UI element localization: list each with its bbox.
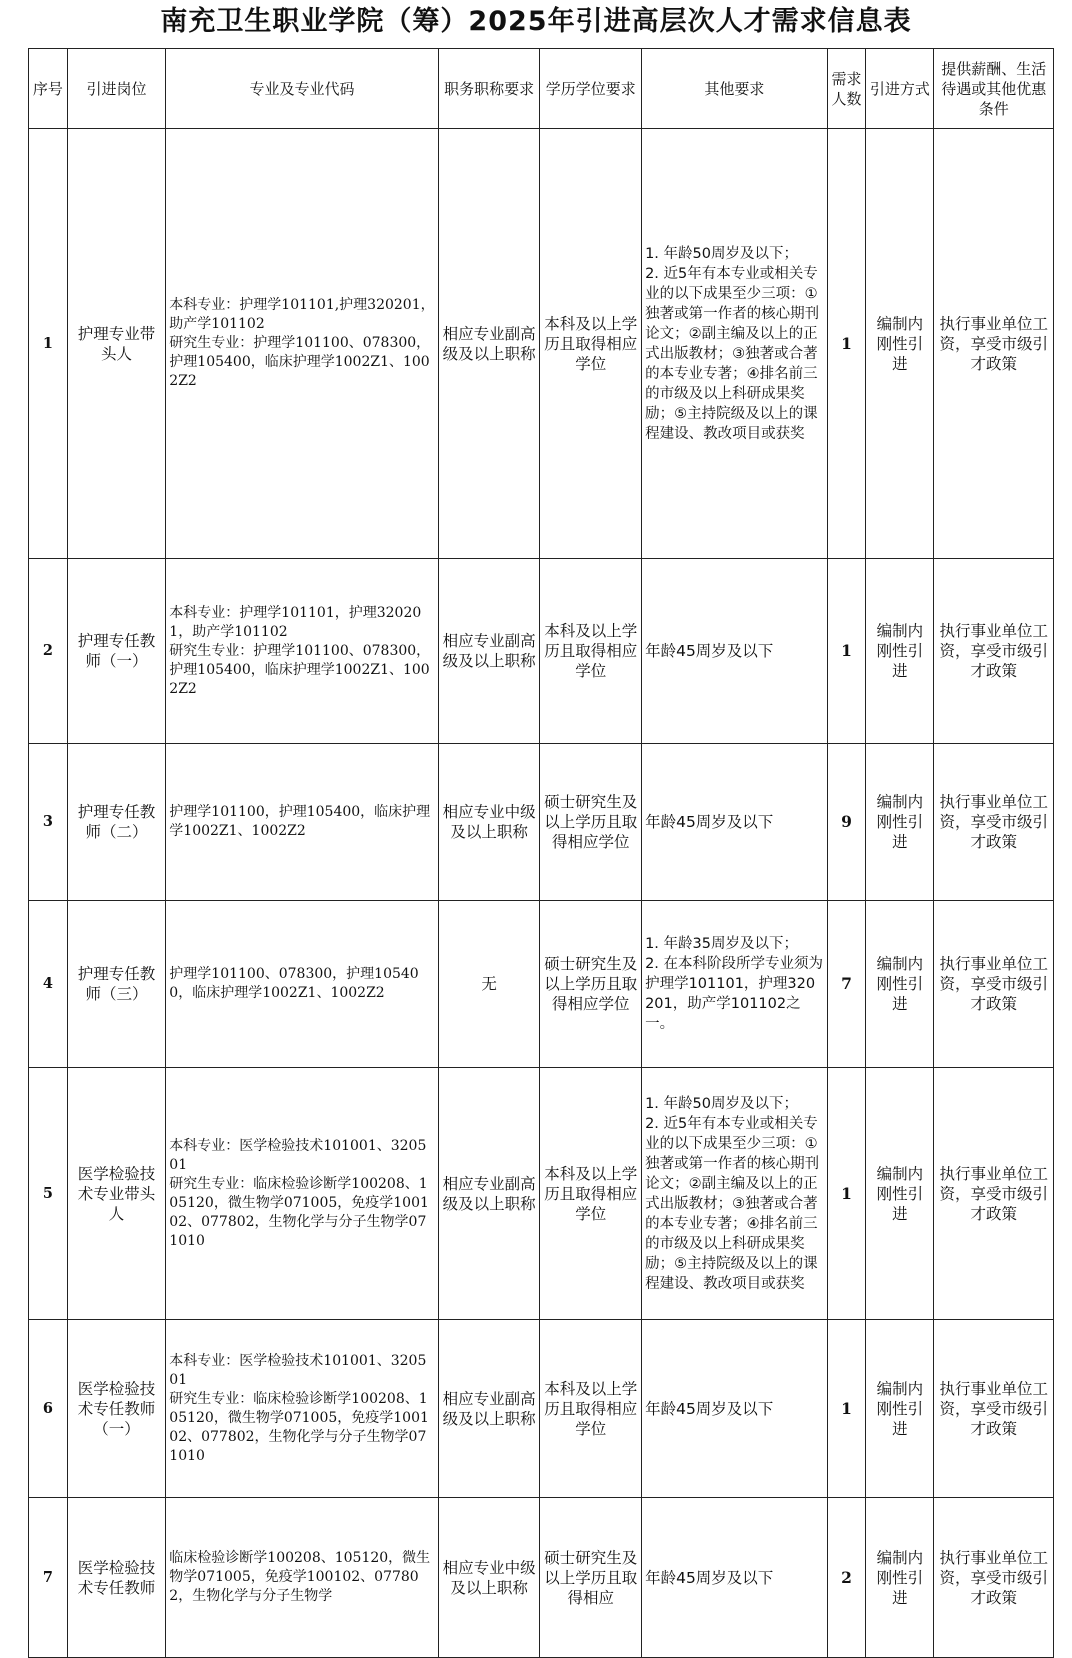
talent-demand-table bbox=[28, 48, 1054, 1658]
demand-count: 7 bbox=[827, 901, 866, 1068]
major-codes bbox=[166, 1498, 438, 1658]
major-codes-line: 研究生专业：护理学101100、078300，护理105400，临床护理学1002Z1、1002Z2 bbox=[169, 642, 431, 697]
benefits: 执行事业单位工资，享受市级引才政策 bbox=[934, 559, 1054, 744]
header-other-req: 其他要求 bbox=[642, 49, 828, 129]
other-requirements bbox=[642, 1498, 828, 1658]
benefits: 执行事业单位工资，享受市级引才政策 bbox=[934, 901, 1054, 1068]
other-requirements-line: 2. 近5年有本专业或相关专业的以下成果至少三项：①独著或第一作者的核心期刊论文；②副主编及以上的正式出版教材；③独著或合著的本专业专著；④排名前三的市级及以上科研成果奖励；⑤主持院级及以上的课程建设、教改项目或获奖 bbox=[645, 1115, 820, 1292]
introduction-method: 编制内刚性引进 bbox=[866, 559, 934, 744]
benefits: 执行事业单位工资，享受市级引才政策 bbox=[934, 744, 1054, 901]
title-requirement: 相应专业副高级及以上职称 bbox=[438, 129, 540, 559]
introduction-method: 编制内刚性引进 bbox=[866, 129, 934, 559]
major-codes bbox=[166, 559, 438, 744]
row-number: 6 bbox=[29, 1320, 68, 1498]
header-method: 引进方式 bbox=[866, 49, 934, 129]
other-requirements-line: 年龄45周岁及以下 bbox=[645, 813, 774, 831]
other-requirements-line: 1. 年龄50周岁及以下； bbox=[645, 1095, 798, 1112]
education-requirement: 本科及以上学历且取得相应学位 bbox=[540, 1320, 642, 1498]
other-requirements-line: 年龄45周岁及以下 bbox=[645, 642, 774, 660]
benefits: 执行事业单位工资，享受市级引才政策 bbox=[934, 1068, 1054, 1320]
demand-count: 1 bbox=[827, 559, 866, 744]
major-codes-line: 研究生专业：护理学101100、078300，护理105400，临床护理学1002Z1、1002Z2 bbox=[169, 335, 431, 389]
demand-count: 1 bbox=[827, 1068, 866, 1320]
title-requirement: 相应专业中级及以上职称 bbox=[438, 744, 540, 901]
major-codes-line: 临床检验诊断学100208、105120，微生物学071005，免疫学100102、077802，生物化学与分子生物学 bbox=[169, 1550, 431, 1604]
major-codes-line: 研究生专业：临床检验诊断学100208、105120，微生物学071005，免疫学100102、077802，生物化学与分子生物学071010 bbox=[169, 1390, 429, 1464]
row-number: 7 bbox=[29, 1498, 68, 1658]
other-requirements-line: 年龄45周岁及以下 bbox=[645, 1399, 774, 1418]
table-row bbox=[29, 559, 1054, 744]
other-requirements-line: 1. 年龄35周岁及以下； bbox=[645, 936, 798, 952]
post-name: 医学检验技术专任教师 bbox=[67, 1498, 166, 1658]
table-row bbox=[29, 129, 1054, 559]
education-requirement: 硕士研究生及以上学历且取得相应学位 bbox=[540, 901, 642, 1068]
major-codes-line: 本科专业：医学检验技术101001、320501 bbox=[169, 1137, 427, 1173]
other-requirements bbox=[642, 1320, 828, 1498]
other-requirements-line: 1. 年龄50周岁及以下； bbox=[645, 245, 798, 262]
row-number: 4 bbox=[29, 901, 68, 1068]
education-requirement: 硕士研究生及以上学历且取得相应 bbox=[540, 1498, 642, 1658]
header-edu-req: 学历学位要求 bbox=[540, 49, 642, 129]
other-requirements-line: 2. 近5年有本专业或相关专业的以下成果至少三项：①独著或第一作者的核心期刊论文；②副主编及以上的正式出版教材；③独著或合著的本专业专著；④排名前三的市级及以上科研成果奖励；⑤主持院级及以上的课程建设、教改项目或获奖 bbox=[645, 265, 820, 442]
header-title-req: 职务职称要求 bbox=[438, 49, 540, 129]
education-requirement: 本科及以上学历且取得相应学位 bbox=[540, 129, 642, 559]
row-number: 3 bbox=[29, 744, 68, 901]
title-requirement: 相应专业副高级及以上职称 bbox=[438, 559, 540, 744]
header-post: 引进岗位 bbox=[67, 49, 166, 129]
other-requirements bbox=[642, 559, 828, 744]
other-requirements bbox=[642, 744, 828, 901]
major-codes-line: 护理学101100、078300，护理105400，临床护理学1002Z1、1002Z2 bbox=[169, 966, 419, 1001]
introduction-method: 编制内刚性引进 bbox=[866, 744, 934, 901]
table-row bbox=[29, 1320, 1054, 1498]
education-requirement: 本科及以上学历且取得相应学位 bbox=[540, 559, 642, 744]
education-requirement: 硕士研究生及以上学历且取得相应学位 bbox=[540, 744, 642, 901]
benefits: 执行事业单位工资，享受市级引才政策 bbox=[934, 129, 1054, 559]
header-benefit: 提供薪酬、生活待遇或其他优惠条件 bbox=[934, 49, 1054, 129]
post-name: 医学检验技术专任教师（一） bbox=[67, 1320, 166, 1498]
row-number: 5 bbox=[29, 1068, 68, 1320]
post-name: 护理专任教师（二） bbox=[67, 744, 166, 901]
title-requirement: 无 bbox=[438, 901, 540, 1068]
major-codes bbox=[166, 901, 438, 1068]
benefits: 执行事业单位工资，享受市级引才政策 bbox=[934, 1498, 1054, 1658]
header-no: 序号 bbox=[29, 49, 68, 129]
other-requirements-line: 2. 在本科阶段所学专业须为护理学101101，护理320201，助产学101102之一。 bbox=[645, 956, 824, 1032]
other-requirements-line: 年龄45周岁及以下 bbox=[645, 1568, 774, 1587]
major-codes bbox=[166, 1320, 438, 1498]
table-row bbox=[29, 744, 1054, 901]
education-requirement: 本科及以上学历且取得相应学位 bbox=[540, 1068, 642, 1320]
major-codes bbox=[166, 129, 438, 559]
post-name: 护理专业带头人 bbox=[67, 129, 166, 559]
post-name: 护理专任教师（一） bbox=[67, 559, 166, 744]
post-name: 护理专任教师（三） bbox=[67, 901, 166, 1068]
major-codes bbox=[166, 1068, 438, 1320]
introduction-method: 编制内刚性引进 bbox=[866, 901, 934, 1068]
row-number: 1 bbox=[29, 129, 68, 559]
title-requirement: 相应专业副高级及以上职称 bbox=[438, 1068, 540, 1320]
major-codes-line: 本科专业：护理学101101,护理320201，助产学101102 bbox=[169, 297, 435, 332]
major-codes-line: 本科专业：医学检验技术101001、320501 bbox=[169, 1352, 427, 1388]
introduction-method: 编制内刚性引进 bbox=[866, 1320, 934, 1498]
title-requirement: 相应专业副高级及以上职称 bbox=[438, 1320, 540, 1498]
major-codes-line: 护理学101100，护理105400，临床护理学1002Z1、1002Z2 bbox=[169, 804, 431, 839]
header-major: 专业及专业代码 bbox=[166, 49, 438, 129]
header-count: 需求人数 bbox=[827, 49, 866, 129]
title-requirement: 相应专业中级及以上职称 bbox=[438, 1498, 540, 1658]
post-name: 医学检验技术专业带头人 bbox=[67, 1068, 166, 1320]
header-row bbox=[29, 49, 1054, 129]
table-row bbox=[29, 901, 1054, 1068]
other-requirements bbox=[642, 901, 828, 1068]
table-row bbox=[29, 1068, 1054, 1320]
page-title: 南充卫生职业学院（筹）2025年引进高层次人才需求信息表 bbox=[160, 6, 912, 37]
major-codes-line: 研究生专业：临床检验诊断学100208、105120，微生物学071005，免疫学100102、077802，生物化学与分子生物学071010 bbox=[169, 1175, 429, 1249]
other-requirements bbox=[642, 129, 828, 559]
benefits: 执行事业单位工资，享受市级引才政策 bbox=[934, 1320, 1054, 1498]
introduction-method: 编制内刚性引进 bbox=[866, 1068, 934, 1320]
demand-count: 1 bbox=[827, 1320, 866, 1498]
row-number: 2 bbox=[29, 559, 68, 744]
table-row bbox=[29, 1498, 1054, 1658]
demand-count: 9 bbox=[827, 744, 866, 901]
introduction-method: 编制内刚性引进 bbox=[866, 1498, 934, 1658]
other-requirements bbox=[642, 1068, 828, 1320]
demand-count: 1 bbox=[827, 129, 866, 559]
major-codes bbox=[166, 744, 438, 901]
major-codes-line: 本科专业：护理学101101，护理320201，助产学101102 bbox=[169, 604, 422, 640]
demand-count: 2 bbox=[827, 1498, 866, 1658]
